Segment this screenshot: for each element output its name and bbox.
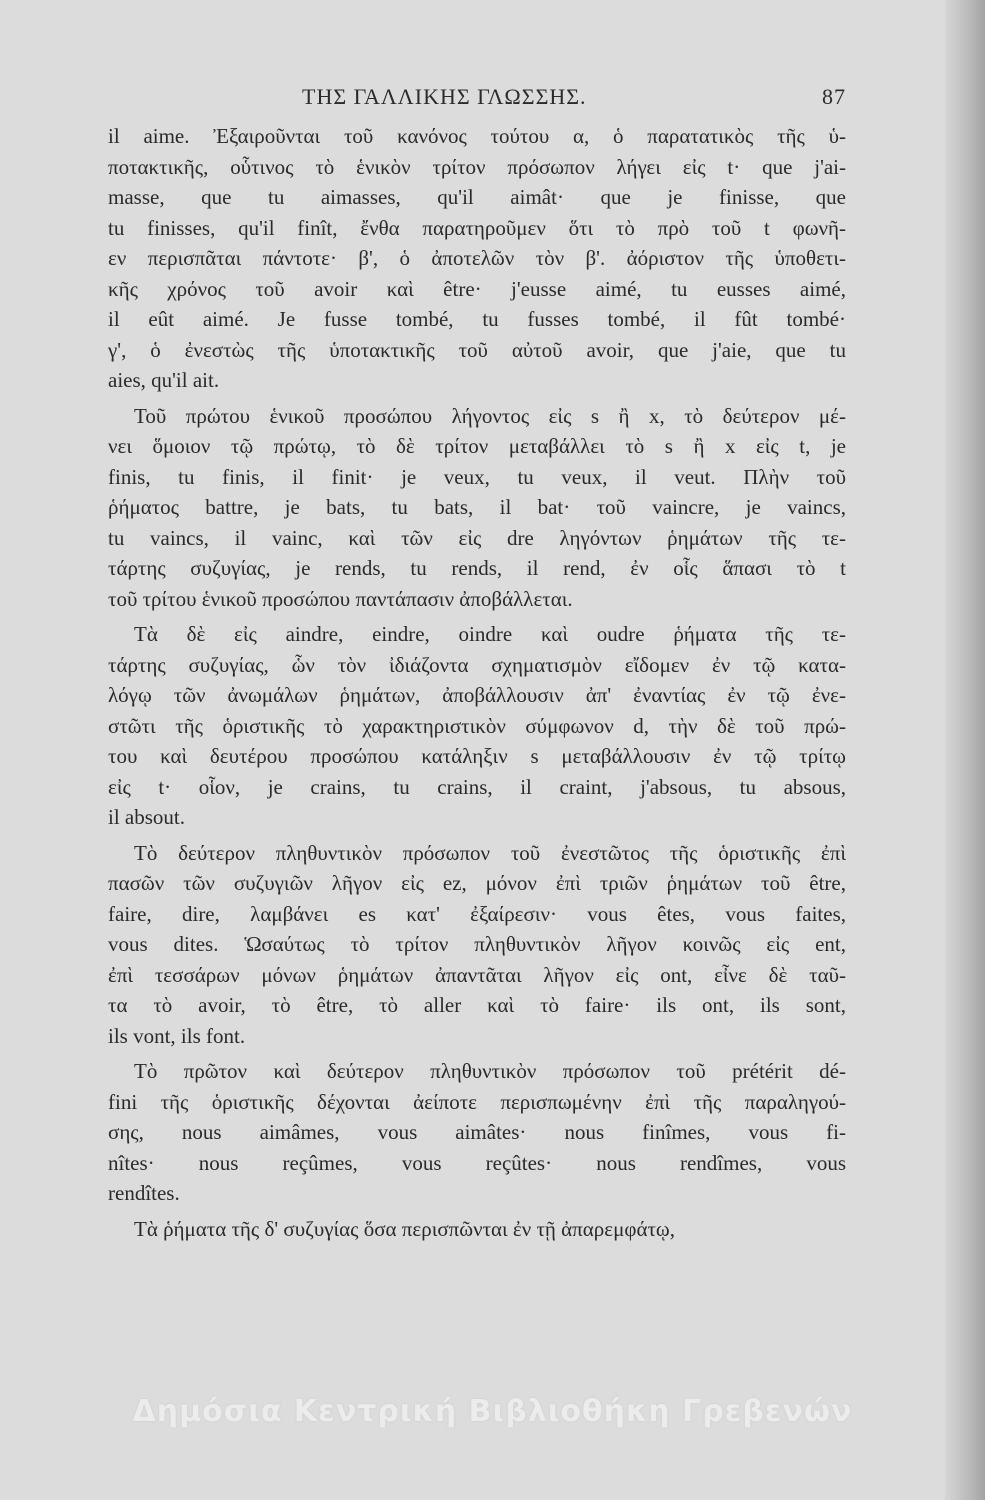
- text-line: Τὸ δεύτερον πληθυντικὸν πρόσωπον τοῦ ἐνεστῶτος τῆς ὁριστικῆς ἐπὶ: [134, 840, 846, 865]
- paragraph: [108, 121, 846, 396]
- paragraph: [108, 838, 846, 1052]
- text-line: il absout.: [108, 805, 185, 829]
- text-line: fini τῆς ὁριστικῆς δέχονται ἀείποτε περισπωμένην ἐπὶ τῆς παραληγού-: [108, 1089, 846, 1114]
- text-line: γ', ὁ ἐνεστὼς τῆς ὑποτακτικῆς τοῦ αὐτοῦ avoir, que j'aie, que tu: [108, 337, 846, 362]
- text-line: nîtes· nous reçûmes, vous reçûtes· nous rendîmes, vous: [108, 1150, 846, 1175]
- text-line: του καὶ δευτέρου προσώπου κατάληξιν s μεταβάλλουσιν ἐν τῷ τρίτῳ: [108, 744, 846, 768]
- text-line: Τὸ πρῶτον καὶ δεύτερον πληθυντικὸν πρόσωπον τοῦ prétérit dé-: [134, 1059, 846, 1083]
- paragraph: [108, 1214, 846, 1245]
- text-line: τοῦ τρίτου ἑνικοῦ προσώπου παντάπασιν ἀποβάλλεται.: [108, 586, 573, 611]
- text-line: masse, que tu aimasses, qu'il aimât· que je finisse, que: [108, 185, 846, 209]
- text-line: finis, tu finis, il finit· je veux, tu veux, il veut. Πλὴν τοῦ: [108, 464, 846, 489]
- text-line: tu finisses, qu'il finît, ἔνθα παρατηροῦμεν ὅτι τὸ πρὸ τοῦ t φωνῆ-: [108, 215, 846, 240]
- page-edge-shadow: [945, 0, 985, 1500]
- text-line: Τοῦ πρώτου ἑνικοῦ προσώπου λήγοντος εἰς s ἢ x, τὸ δεύτερον μέ-: [134, 403, 846, 428]
- text-line: σης, nous aimâmes, vous aimâtes· nous finîmes, vous fi-: [108, 1120, 846, 1144]
- text-line: ποτακτικῆς, οὗτινος τὸ ἑνικὸν τρίτον πρόσωπον λήγει εἰς t· que j'ai-: [108, 154, 846, 179]
- paragraph: [108, 619, 846, 833]
- body-text: [108, 121, 846, 1249]
- text-line: ils vont, ils font.: [108, 1023, 246, 1048]
- paragraph: [108, 401, 846, 615]
- running-title: ΤΗΣ ΓΑΛΛΙΚΗΣ ΓΛΩΣΣΗΣ.: [302, 84, 587, 109]
- library-watermark: Δημόσια Κεντρική Βιβλιοθήκη Γρεβενών: [132, 1394, 853, 1429]
- text-line: στῶτι τῆς ὁριστικῆς τὸ χαρακτηριστικὸν σύμφωνον d, τὴν δὲ τοῦ πρώ-: [108, 713, 846, 738]
- text-line: πασῶν τῶν συζυγιῶν λῆγον εἰς ez, μόνον ἐπὶ τριῶν ῥημάτων τοῦ être,: [108, 871, 846, 895]
- text-line: aies, qu'il ait.: [108, 368, 220, 392]
- text-line: τα τὸ avoir, τὸ être, τὸ aller καὶ τὸ faire· ils ont, ils sont,: [108, 993, 846, 1017]
- text-line: ῥήματος battre, je bats, tu bats, il bat· τοῦ vaincre, je vaincs,: [108, 495, 846, 519]
- text-line: ἐπὶ τεσσάρων μόνων ῥημάτων ἀπαντᾶται λῆγον εἰς ont, εἶνε δὲ ταῦ-: [108, 962, 846, 987]
- text-line: εν περισπᾶται πάντοτε· β', ὁ ἀποτελῶν τὸν β'. ἀόριστον τῆς ὑποθετι-: [108, 246, 846, 270]
- paragraph: [108, 1056, 846, 1209]
- text-line: tu vaincs, il vainc, καὶ τῶν εἰς dre ληγόντων ῥημάτων τῆς τε-: [108, 525, 846, 550]
- page-number: 87: [822, 84, 846, 109]
- text-line: rendîtes.: [108, 1181, 180, 1205]
- page-header: [108, 84, 846, 120]
- text-line: il eût aimé. Je fusse tombé, tu fusses tombé, il fût tombé·: [108, 307, 846, 331]
- text-line: τάρτης συζυγίας, je rends, tu rends, il rend, ἐν οἷς ἅπασι τὸ t: [108, 556, 846, 580]
- text-line: il aime. Ἐξαιροῦνται τοῦ κανόνος τούτου α, ὁ παρατατικὸς τῆς ὑ-: [108, 124, 846, 148]
- text-line: κῆς χρόνος τοῦ avoir καὶ être· j'eusse aimé, tu eusses aimé,: [108, 276, 846, 301]
- text-line: τάρτης συζυγίας, ὧν τὸν ἰδιάζοντα σχηματισμὸν εἴδομεν ἐν τῷ κατα-: [108, 652, 846, 677]
- text-line: Τὰ ῥήματα τῆς δ' συζυγίας ὅσα περισπῶνται ἐν τῇ ἀπαρεμφάτῳ,: [134, 1216, 675, 1241]
- text-line: νει ὅμοιον τῷ πρώτῳ, τὸ δὲ τρίτον μεταβάλλει τὸ s ἢ x εἰς t, je: [108, 434, 846, 458]
- text-line: λόγῳ τῶν ἀνωμάλων ῥημάτων, ἀποβάλλουσιν ἀπ' ἐναντίας ἐν τῷ ἐνε-: [108, 683, 846, 707]
- text-line: faire, dire, λαμβάνει es κατ' ἐξαίρεσιν· vous êtes, vous faites,: [108, 901, 846, 926]
- text-line: Τὰ δὲ εἰς aindre, eindre, oindre καὶ oudre ῥήματα τῆς τε-: [134, 622, 846, 646]
- text-line: εἰς t· οἷον, je crains, tu crains, il craint, j'absous, tu absous,: [108, 774, 846, 799]
- text-line: vous dites. Ὡσαύτως τὸ τρίτον πληθυντικὸν λῆγον κοινῶς εἰς ent,: [108, 932, 846, 956]
